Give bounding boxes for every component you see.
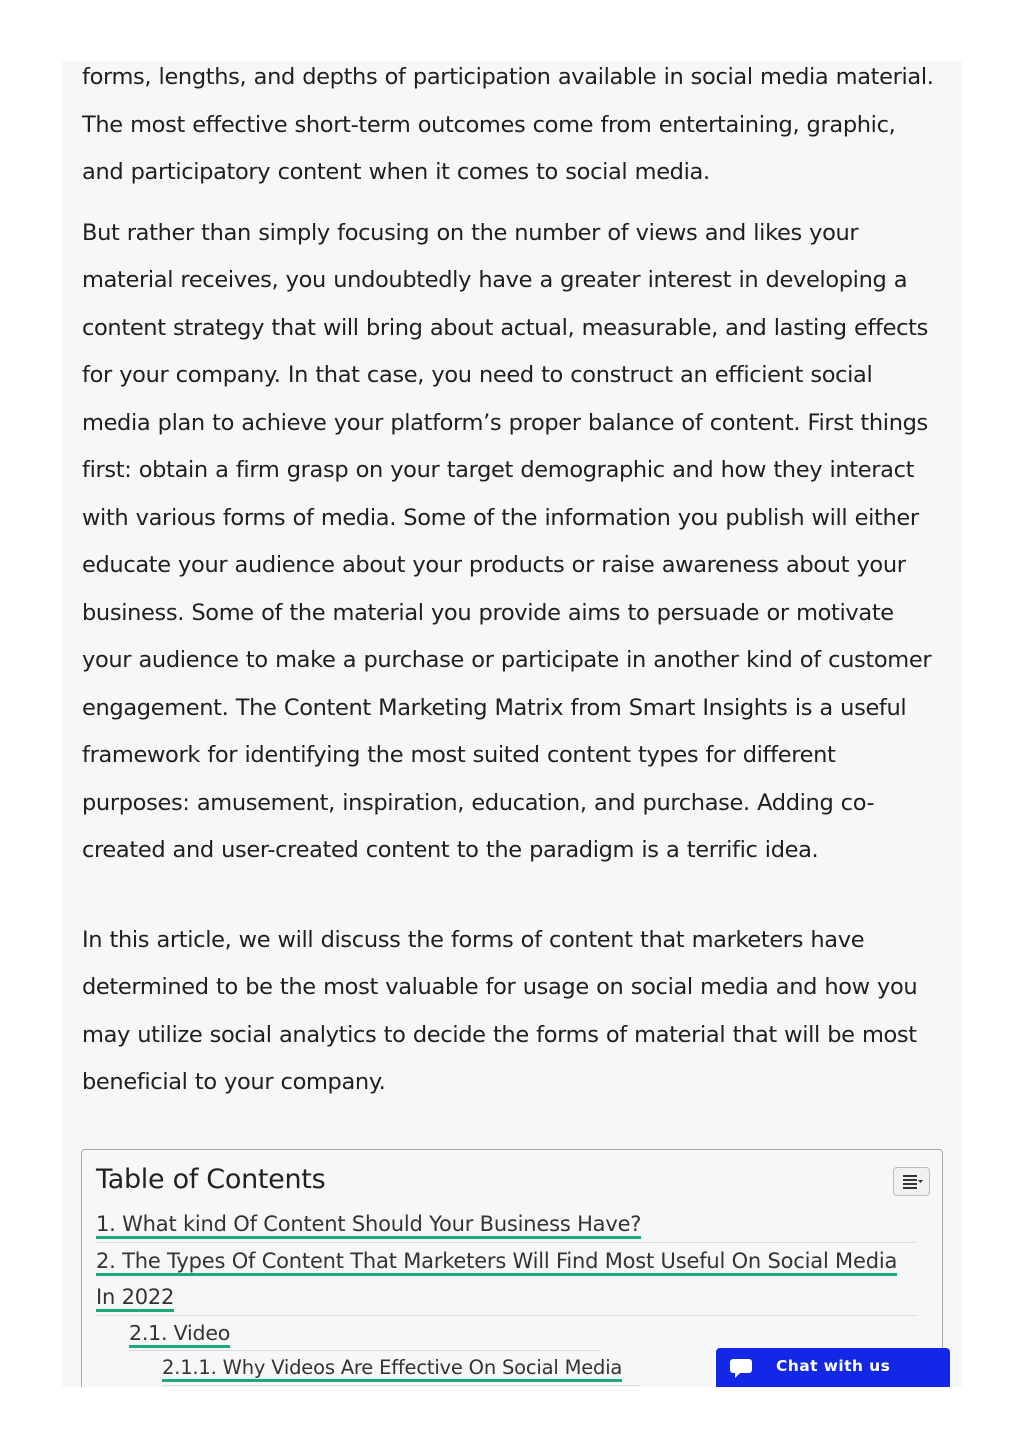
- toc-toggle-button[interactable]: [893, 1167, 930, 1196]
- chat-widget-button[interactable]: [716, 1348, 950, 1387]
- toc-item: [96, 1206, 916, 1243]
- toc-item: [162, 1351, 640, 1386]
- article-paragraph: forms, lengths, and depths of participation available in social media material. The most effective short-term outcomes come from entertaining, graphic, and participatory content when it comes to social media.: [82, 64, 934, 185]
- toc-item: [129, 1316, 599, 1351]
- article-paragraph: In this article, we will discuss the forms of content that marketers have determined to be the most valuable for usage on social media and how you may utilize social analytics to decide the forms of material that will be most beneficial to your company.: [82, 926, 918, 1095]
- list-toggle-icon: [903, 1175, 923, 1189]
- toc-link[interactable]: 1. What kind Of Content Should Your Business Have?: [96, 1212, 641, 1239]
- chat-bubble-icon: [729, 1356, 753, 1380]
- article-body: [82, 61, 942, 1107]
- toc-link[interactable]: 2.1. Video: [129, 1321, 230, 1348]
- article-paragraph: But rather than simply focusing on the number of views and likes your material receives, you undoubtedly have a greater interest in developing a content strategy that will bring about actual, measurable, and lasting effects for your company. In that case, you need to construct an efficient social media plan to achieve your platform’s proper balance of content. First things first: obtain a firm grasp on your target demographic and how they interact with various forms of media. Some of the information you publish will either educate your audience about your products or raise awareness about your business. Some of the material you provide aims to persuade or motivate your audience to make a purchase or participate in another kind of customer engagement. The Content Marketing Matrix from Smart Insights is a useful framework for identifying the most suited content types for different purposes: amusement, inspiration, education, and purchase. Adding co-created and user-created content to the paradigm is a terrific idea.: [82, 219, 932, 863]
- toc-item: [96, 1243, 916, 1316]
- toc-title: Table of Contents: [96, 1164, 326, 1195]
- toc-link[interactable]: 2.1.1. Why Videos Are Effective On Social Media: [162, 1356, 622, 1382]
- toc-link[interactable]: 2. The Types Of Content That Marketers Will Find Most Useful On Social Media In 2022: [96, 1249, 897, 1312]
- chat-label: Chat with us: [776, 1357, 891, 1375]
- page-content: [62, 61, 962, 1387]
